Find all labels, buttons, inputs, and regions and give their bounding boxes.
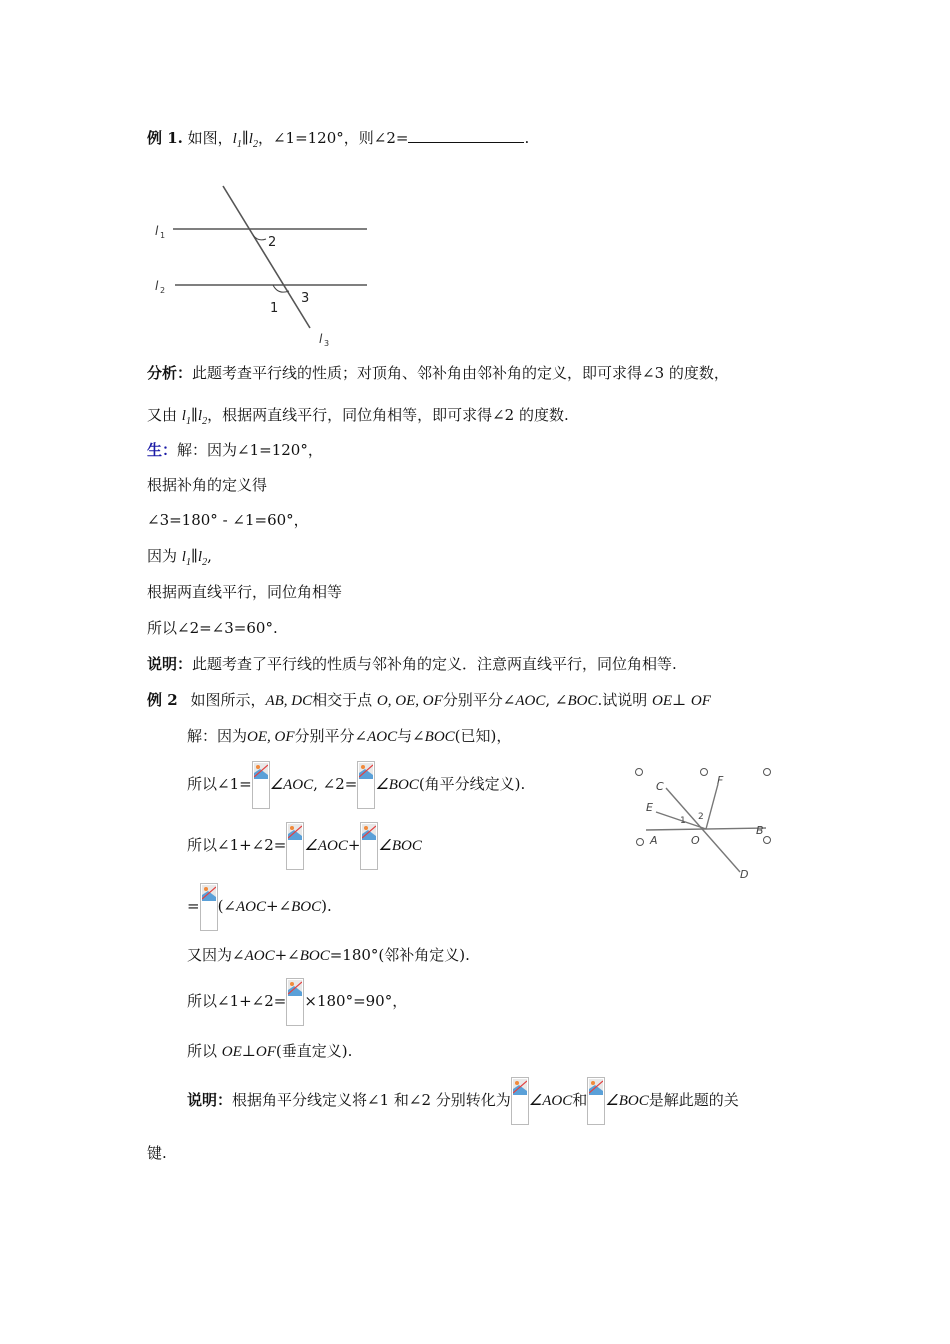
answer-blank[interactable] bbox=[408, 128, 524, 143]
solution-2-line-6: 所以∠1+∠2= ×180°=90°， bbox=[187, 977, 407, 1026]
broken-image-icon bbox=[357, 761, 375, 809]
solution-1-line-5: 根据两直线平行，同位角相等 bbox=[147, 583, 343, 601]
svg-text:l: l bbox=[155, 224, 159, 238]
note-2-line-1: 说明：根据角平分线定义将∠1 和∠2 分别转化为 ∠AOC和 ∠BOC是解此题的关 bbox=[187, 1076, 739, 1125]
example-1-label: 例 1. bbox=[147, 129, 183, 147]
broken-image-icon bbox=[286, 822, 304, 870]
solution-2-line-3: 所以∠1+∠2= ∠AOC+ ∠BOC bbox=[187, 821, 422, 870]
corner-marker bbox=[764, 837, 771, 844]
svg-text:3: 3 bbox=[324, 339, 330, 348]
example-1-question: 例 1. 如图，$l_1\parallel l_2$，∠1=120°，则∠2= . bbox=[147, 129, 530, 150]
angle-bisector-figure bbox=[634, 762, 780, 882]
point-b-label: B bbox=[756, 824, 764, 837]
solution-1-line-2: 根据补角的定义得 bbox=[147, 476, 268, 494]
ray-of bbox=[706, 784, 718, 829]
angle-2-label: 2 bbox=[698, 812, 704, 822]
angle-2-label: 2 bbox=[268, 235, 277, 250]
point-a-label: A bbox=[650, 834, 658, 847]
svg-text:l: l bbox=[319, 332, 323, 346]
solution-2-line-1: 解：因为OE, OF分别平分∠AOC与∠BOC(已知)， bbox=[187, 727, 512, 745]
solution-1-line-1: 生：解：因为∠1=120°， bbox=[147, 441, 323, 459]
corner-marker bbox=[637, 839, 644, 846]
point-f-label: F bbox=[717, 774, 724, 787]
solution-2-line-5: 又因为∠AOC+∠BOC=180°(邻补角定义). bbox=[187, 946, 470, 964]
corner-marker bbox=[701, 769, 708, 776]
corner-marker bbox=[636, 769, 643, 776]
analysis-line-2: 又由 $l_1\parallel l_2$，根据两直线平行，同位角相等，即可求得∠2 的度数. bbox=[147, 406, 569, 427]
solution-1-line-4: 因为 $l_1\parallel l_2$, bbox=[147, 547, 212, 568]
broken-image-icon bbox=[252, 761, 270, 809]
svg-text:2: 2 bbox=[160, 286, 166, 295]
solution-2-line-4: = (∠AOC+∠BOC). bbox=[187, 882, 332, 931]
note-2-line-2: 键. bbox=[147, 1144, 167, 1162]
solution-1-line-3: ∠3=180° - ∠1=60°， bbox=[147, 511, 309, 529]
example-2-label: 例 2 bbox=[147, 691, 178, 709]
line-l3 bbox=[223, 186, 310, 328]
broken-image-icon bbox=[511, 1077, 529, 1125]
angle-3-label: 3 bbox=[301, 291, 310, 306]
broken-image-icon bbox=[587, 1077, 605, 1125]
corner-marker bbox=[764, 769, 771, 776]
angle-1-label: 1 bbox=[270, 301, 279, 316]
point-e-label: E bbox=[646, 801, 653, 814]
angle-1-label: 1 bbox=[680, 816, 686, 826]
broken-image-icon bbox=[360, 822, 378, 870]
solution-2-line-7: 所以 OE⊥OF(垂直定义). bbox=[187, 1042, 353, 1060]
svg-text:l: l bbox=[155, 279, 159, 293]
broken-image-icon bbox=[286, 978, 304, 1026]
parallel-lines-figure bbox=[145, 178, 375, 354]
point-c-label: C bbox=[656, 780, 664, 793]
note-1: 说明：此题考查了平行线的性质与邻补角的定义．注意两直线平行，同位角相等. bbox=[147, 655, 677, 673]
point-d-label: D bbox=[740, 868, 749, 881]
point-o-label: O bbox=[691, 834, 700, 847]
broken-image-icon bbox=[200, 883, 218, 931]
solution-2-line-2: 所以∠1= ∠AOC, ∠2= ∠BOC(角平分线定义). bbox=[187, 760, 525, 809]
analysis-line-1: 分析：此题考查平行线的性质；对顶角、邻补角由邻补角的定义，即可求得∠3 的度数， bbox=[147, 364, 729, 382]
example-2-question: 例 2 如图所示，AB, DC相交于点 O, OE, OF分别平分∠AOC, ∠BOC.试说明 OE⊥ OF bbox=[147, 691, 711, 709]
svg-text:1: 1 bbox=[160, 231, 166, 240]
solution-1-line-6: 所以∠2=∠3=60°. bbox=[147, 619, 278, 637]
